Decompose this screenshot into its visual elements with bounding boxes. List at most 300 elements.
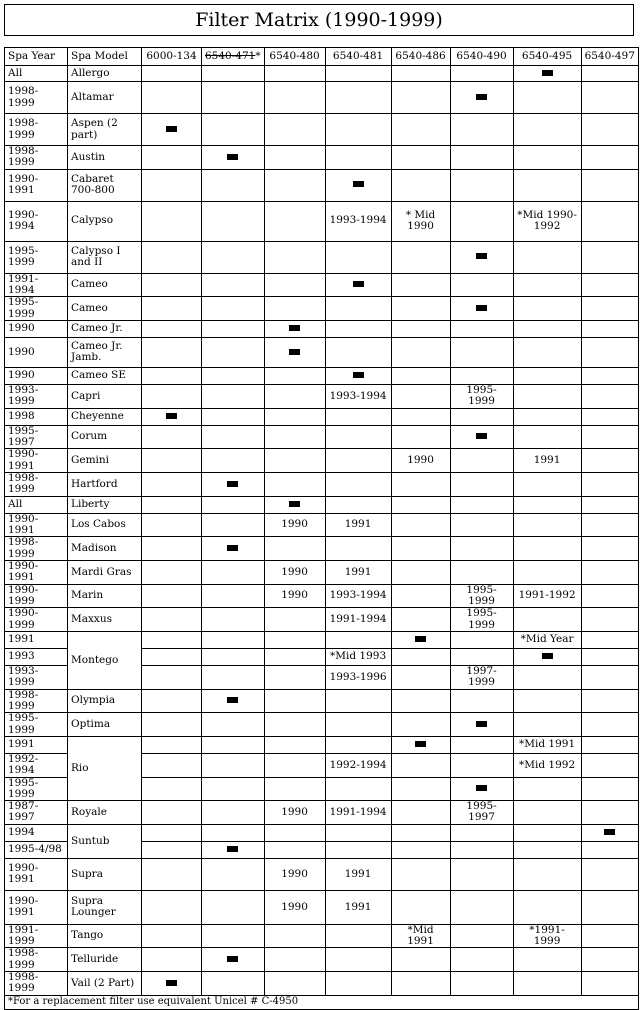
filter-value-cell: 1990 bbox=[264, 584, 325, 608]
empty-cell bbox=[264, 753, 325, 777]
spa-year-cell: 1998-1999 bbox=[5, 972, 68, 996]
empty-cell bbox=[264, 425, 325, 449]
spa-year-cell: 1990-1999 bbox=[5, 608, 68, 632]
empty-cell bbox=[391, 841, 450, 858]
filter-value-cell: * Mid 1990 bbox=[391, 201, 450, 241]
empty-cell bbox=[142, 890, 202, 924]
empty-cell bbox=[391, 367, 450, 384]
filter-value-cell: *Mid 1990-1992 bbox=[513, 201, 581, 241]
empty-cell bbox=[264, 241, 325, 273]
filter-value-cell: 1993-1994 bbox=[325, 201, 391, 241]
empty-cell bbox=[513, 713, 581, 737]
spa-model-cell: Cheyenne bbox=[68, 408, 142, 425]
table-row bbox=[5, 631, 639, 648]
empty-cell bbox=[142, 584, 202, 608]
empty-cell bbox=[142, 713, 202, 737]
filter-mark-cell bbox=[264, 320, 325, 337]
table-row bbox=[5, 736, 639, 753]
empty-cell bbox=[142, 337, 202, 367]
filter-mark-icon bbox=[353, 372, 364, 378]
spa-year-cell: 1990-1991 bbox=[5, 169, 68, 201]
table-row bbox=[5, 425, 639, 449]
filter-value-cell: 1990 bbox=[264, 890, 325, 924]
empty-cell bbox=[325, 496, 391, 513]
empty-cell bbox=[142, 841, 202, 858]
empty-cell bbox=[202, 241, 265, 273]
empty-cell bbox=[391, 273, 450, 297]
table-row bbox=[5, 114, 639, 146]
empty-cell bbox=[450, 689, 513, 713]
filter-mark-cell bbox=[450, 297, 513, 321]
empty-cell bbox=[513, 496, 581, 513]
spa-year-cell: 1998-1999 bbox=[5, 82, 68, 114]
empty-cell bbox=[202, 273, 265, 297]
empty-cell bbox=[450, 560, 513, 584]
spa-year-cell: 1991-1994 bbox=[5, 273, 68, 297]
empty-cell bbox=[513, 337, 581, 367]
filter-mark-icon bbox=[476, 433, 487, 439]
empty-cell bbox=[581, 631, 638, 648]
empty-cell bbox=[581, 753, 638, 777]
empty-cell bbox=[450, 169, 513, 201]
spa-year-cell: 1987-1997 bbox=[5, 801, 68, 825]
empty-cell bbox=[264, 472, 325, 496]
empty-cell bbox=[325, 297, 391, 321]
empty-cell bbox=[513, 948, 581, 972]
empty-cell bbox=[391, 713, 450, 737]
empty-cell bbox=[202, 972, 265, 996]
empty-cell bbox=[513, 146, 581, 170]
spa-year-cell: 1998-1999 bbox=[5, 537, 68, 561]
filter-mark-cell bbox=[450, 425, 513, 449]
table-row bbox=[5, 337, 639, 367]
empty-cell bbox=[142, 241, 202, 273]
spa-year-cell: 1993 bbox=[5, 648, 68, 665]
empty-cell bbox=[142, 82, 202, 114]
empty-cell bbox=[391, 146, 450, 170]
filter-value-cell: 1993-1994 bbox=[325, 384, 391, 408]
spa-model-cell: Cameo bbox=[68, 297, 142, 321]
empty-cell bbox=[513, 297, 581, 321]
table-row bbox=[5, 689, 639, 713]
spa-model-cell: Maxxus bbox=[68, 608, 142, 632]
table-row bbox=[5, 608, 639, 632]
page-title: Filter Matrix (1990-1999) bbox=[4, 4, 634, 36]
empty-cell bbox=[142, 367, 202, 384]
empty-cell bbox=[581, 560, 638, 584]
table-row bbox=[5, 273, 639, 297]
filter-mark-cell bbox=[202, 689, 265, 713]
empty-cell bbox=[391, 890, 450, 924]
footnote-row bbox=[5, 995, 639, 1009]
empty-cell bbox=[142, 513, 202, 537]
spa-year-cell: 1991 bbox=[5, 631, 68, 648]
filter-value-cell: 1991 bbox=[325, 513, 391, 537]
empty-cell bbox=[325, 631, 391, 648]
empty-cell bbox=[513, 972, 581, 996]
table-row bbox=[5, 496, 639, 513]
empty-cell bbox=[142, 608, 202, 632]
empty-cell bbox=[391, 584, 450, 608]
filter-mark-icon bbox=[476, 305, 487, 311]
empty-cell bbox=[391, 537, 450, 561]
spa-model-cell: Hartford bbox=[68, 472, 142, 496]
filter-mark-cell bbox=[202, 841, 265, 858]
filter-value-cell: 1991-1994 bbox=[325, 608, 391, 632]
empty-cell bbox=[325, 241, 391, 273]
table-row bbox=[5, 924, 639, 948]
empty-cell bbox=[264, 273, 325, 297]
empty-cell bbox=[581, 82, 638, 114]
empty-cell bbox=[513, 114, 581, 146]
table-row bbox=[5, 384, 639, 408]
empty-cell bbox=[581, 320, 638, 337]
empty-cell bbox=[202, 713, 265, 737]
table-row bbox=[5, 146, 639, 170]
filter-value-cell: 1993-1994 bbox=[325, 584, 391, 608]
empty-cell bbox=[325, 337, 391, 367]
empty-cell bbox=[581, 689, 638, 713]
empty-cell bbox=[202, 513, 265, 537]
filter-value-cell: *Mid 1991 bbox=[391, 924, 450, 948]
empty-cell bbox=[581, 425, 638, 449]
spa-year-cell: 1990-1991 bbox=[5, 890, 68, 924]
spa-year-cell: 1990-1991 bbox=[5, 858, 68, 890]
spa-year-cell: 1998-1999 bbox=[5, 472, 68, 496]
empty-cell bbox=[581, 66, 638, 82]
empty-cell bbox=[391, 858, 450, 890]
spa-model-cell: Optima bbox=[68, 713, 142, 737]
table-row bbox=[5, 169, 639, 201]
empty-cell bbox=[450, 841, 513, 858]
empty-cell bbox=[391, 66, 450, 82]
empty-cell bbox=[391, 801, 450, 825]
table-row bbox=[5, 948, 639, 972]
empty-cell bbox=[391, 472, 450, 496]
empty-cell bbox=[325, 948, 391, 972]
header-row bbox=[5, 48, 639, 66]
empty-cell bbox=[202, 801, 265, 825]
empty-cell bbox=[450, 320, 513, 337]
empty-cell bbox=[450, 496, 513, 513]
table-row bbox=[5, 66, 639, 82]
header-spa-year: Spa Year bbox=[5, 48, 68, 66]
empty-cell bbox=[142, 858, 202, 890]
spa-model-cell: Mardi Gras bbox=[68, 560, 142, 584]
spa-model-cell: Royale bbox=[68, 801, 142, 825]
filter-value-cell: 1997-1999 bbox=[450, 665, 513, 689]
empty-cell bbox=[202, 736, 265, 753]
empty-cell bbox=[581, 114, 638, 146]
spa-year-cell: 1998-1999 bbox=[5, 948, 68, 972]
spa-model-cell: Vail (2 Part) bbox=[68, 972, 142, 996]
empty-cell bbox=[513, 824, 581, 841]
empty-cell bbox=[142, 736, 202, 753]
empty-cell bbox=[202, 753, 265, 777]
empty-cell bbox=[391, 777, 450, 801]
filter-value-cell: 1991 bbox=[325, 858, 391, 890]
empty-cell bbox=[264, 408, 325, 425]
empty-cell bbox=[391, 608, 450, 632]
empty-cell bbox=[513, 801, 581, 825]
spa-model-cell: Austin bbox=[68, 146, 142, 170]
filter-value-cell: 1990 bbox=[391, 449, 450, 473]
filter-value-cell: *Mid 1993 bbox=[325, 648, 391, 665]
empty-cell bbox=[450, 753, 513, 777]
empty-cell bbox=[142, 472, 202, 496]
table-row bbox=[5, 890, 639, 924]
empty-cell bbox=[581, 297, 638, 321]
empty-cell bbox=[450, 824, 513, 841]
filter-mark-icon bbox=[542, 653, 553, 659]
empty-cell bbox=[325, 972, 391, 996]
empty-cell bbox=[264, 972, 325, 996]
empty-cell bbox=[581, 777, 638, 801]
empty-cell bbox=[513, 408, 581, 425]
spa-model-cell: Cameo Jr. Jamb. bbox=[68, 337, 142, 367]
empty-cell bbox=[202, 320, 265, 337]
filter-value-cell: *Mid 1992 bbox=[513, 753, 581, 777]
empty-cell bbox=[264, 169, 325, 201]
filter-value-cell: *1991-1999 bbox=[513, 924, 581, 948]
empty-cell bbox=[142, 948, 202, 972]
empty-cell bbox=[142, 689, 202, 713]
spa-year-cell: All bbox=[5, 66, 68, 82]
empty-cell bbox=[325, 689, 391, 713]
table-row bbox=[5, 472, 639, 496]
spa-year-cell: 1993-1999 bbox=[5, 665, 68, 689]
spa-model-cell: Los Cabos bbox=[68, 513, 142, 537]
empty-cell bbox=[581, 648, 638, 665]
empty-cell bbox=[325, 449, 391, 473]
filter-mark-icon bbox=[227, 697, 238, 703]
empty-cell bbox=[142, 665, 202, 689]
empty-cell bbox=[581, 858, 638, 890]
empty-cell bbox=[581, 201, 638, 241]
empty-cell bbox=[142, 273, 202, 297]
empty-cell bbox=[391, 337, 450, 367]
spa-model-cell: Cabaret 700-800 bbox=[68, 169, 142, 201]
empty-cell bbox=[581, 384, 638, 408]
empty-cell bbox=[142, 449, 202, 473]
filter-mark-icon bbox=[415, 636, 426, 642]
table-row bbox=[5, 82, 639, 114]
filter-mark-icon bbox=[476, 94, 487, 100]
empty-cell bbox=[581, 472, 638, 496]
filter-mark-cell bbox=[202, 537, 265, 561]
table-row bbox=[5, 560, 639, 584]
empty-cell bbox=[581, 608, 638, 632]
empty-cell bbox=[513, 425, 581, 449]
spa-model-cell: Olympia bbox=[68, 689, 142, 713]
empty-cell bbox=[142, 320, 202, 337]
empty-cell bbox=[391, 513, 450, 537]
filter-mark-cell bbox=[581, 824, 638, 841]
filter-value-cell: 1995-1999 bbox=[450, 584, 513, 608]
spa-year-cell: 1990-1991 bbox=[5, 560, 68, 584]
empty-cell bbox=[202, 367, 265, 384]
empty-cell bbox=[325, 114, 391, 146]
empty-cell bbox=[264, 689, 325, 713]
empty-cell bbox=[202, 608, 265, 632]
filter-value-cell: *Mid Year bbox=[513, 631, 581, 648]
empty-cell bbox=[513, 241, 581, 273]
empty-cell bbox=[325, 713, 391, 737]
empty-cell bbox=[391, 384, 450, 408]
filter-mark-icon bbox=[604, 829, 615, 835]
empty-cell bbox=[513, 858, 581, 890]
empty-cell bbox=[202, 169, 265, 201]
empty-cell bbox=[325, 425, 391, 449]
empty-cell bbox=[450, 114, 513, 146]
empty-cell bbox=[264, 713, 325, 737]
empty-cell bbox=[391, 753, 450, 777]
filter-mark-cell bbox=[325, 169, 391, 201]
empty-cell bbox=[581, 924, 638, 948]
filter-mark-cell bbox=[325, 273, 391, 297]
filter-mark-icon bbox=[476, 253, 487, 259]
empty-cell bbox=[325, 408, 391, 425]
spa-year-cell: 1998-1999 bbox=[5, 114, 68, 146]
table-row bbox=[5, 408, 639, 425]
empty-cell bbox=[513, 273, 581, 297]
filter-mark-icon bbox=[166, 413, 177, 419]
filter-mark-icon bbox=[289, 501, 300, 507]
empty-cell bbox=[450, 408, 513, 425]
filter-mark-cell bbox=[513, 648, 581, 665]
empty-cell bbox=[391, 560, 450, 584]
spa-model-cell: Marin bbox=[68, 584, 142, 608]
filter-matrix-table bbox=[4, 47, 639, 1010]
spa-model-cell: Calypso I and II bbox=[68, 241, 142, 273]
spa-year-cell: 1990 bbox=[5, 337, 68, 367]
empty-cell bbox=[142, 753, 202, 777]
empty-cell bbox=[202, 560, 265, 584]
spa-year-cell: 1994 bbox=[5, 824, 68, 841]
filter-mark-icon bbox=[289, 325, 300, 331]
empty-cell bbox=[450, 367, 513, 384]
spa-model-cell: Montego bbox=[68, 631, 142, 689]
spa-year-cell: 1995-1999 bbox=[5, 777, 68, 801]
empty-cell bbox=[264, 631, 325, 648]
empty-cell bbox=[142, 496, 202, 513]
empty-cell bbox=[581, 736, 638, 753]
empty-cell bbox=[264, 948, 325, 972]
header-6540-497: 6540-497 bbox=[581, 48, 638, 66]
empty-cell bbox=[264, 537, 325, 561]
empty-cell bbox=[325, 537, 391, 561]
empty-cell bbox=[325, 82, 391, 114]
filter-mark-cell bbox=[264, 337, 325, 367]
empty-cell bbox=[202, 496, 265, 513]
spa-year-cell: 1995-1999 bbox=[5, 297, 68, 321]
empty-cell bbox=[581, 713, 638, 737]
spa-year-cell: 1990-1994 bbox=[5, 201, 68, 241]
empty-cell bbox=[202, 631, 265, 648]
empty-cell bbox=[391, 320, 450, 337]
empty-cell bbox=[391, 82, 450, 114]
filter-mark-cell bbox=[513, 66, 581, 82]
empty-cell bbox=[264, 82, 325, 114]
empty-cell bbox=[581, 948, 638, 972]
empty-cell bbox=[264, 736, 325, 753]
header-6000-134: 6000-134 bbox=[142, 48, 202, 66]
filter-mark-cell bbox=[202, 472, 265, 496]
empty-cell bbox=[581, 337, 638, 367]
empty-cell bbox=[142, 824, 202, 841]
empty-cell bbox=[325, 924, 391, 948]
empty-cell bbox=[391, 169, 450, 201]
spa-year-cell: All bbox=[5, 496, 68, 513]
empty-cell bbox=[581, 972, 638, 996]
empty-cell bbox=[202, 82, 265, 114]
filter-mark-icon bbox=[166, 126, 177, 132]
table-row bbox=[5, 367, 639, 384]
table-row bbox=[5, 824, 639, 841]
empty-cell bbox=[202, 384, 265, 408]
empty-cell bbox=[264, 114, 325, 146]
filter-mark-icon bbox=[166, 980, 177, 986]
spa-model-cell: Rio bbox=[68, 736, 142, 800]
empty-cell bbox=[325, 146, 391, 170]
empty-cell bbox=[450, 273, 513, 297]
empty-cell bbox=[202, 114, 265, 146]
spa-model-cell: Supra bbox=[68, 858, 142, 890]
filter-mark-cell bbox=[450, 82, 513, 114]
empty-cell bbox=[513, 82, 581, 114]
empty-cell bbox=[264, 367, 325, 384]
empty-cell bbox=[202, 449, 265, 473]
filter-mark-cell bbox=[391, 736, 450, 753]
empty-cell bbox=[513, 537, 581, 561]
spa-model-cell: Calypso bbox=[68, 201, 142, 241]
empty-cell bbox=[581, 841, 638, 858]
table-row bbox=[5, 858, 639, 890]
empty-cell bbox=[202, 665, 265, 689]
spa-model-cell: Aspen (2 part) bbox=[68, 114, 142, 146]
table-row bbox=[5, 201, 639, 241]
spa-year-cell: 1992-1994 bbox=[5, 753, 68, 777]
empty-cell bbox=[202, 824, 265, 841]
filter-value-cell: 1991-1992 bbox=[513, 584, 581, 608]
filter-value-cell: 1991 bbox=[513, 449, 581, 473]
spa-year-cell: 1990 bbox=[5, 367, 68, 384]
empty-cell bbox=[264, 665, 325, 689]
empty-cell bbox=[202, 777, 265, 801]
empty-cell bbox=[391, 496, 450, 513]
header-6540-471-cell bbox=[202, 48, 265, 66]
empty-cell bbox=[581, 146, 638, 170]
empty-cell bbox=[142, 384, 202, 408]
empty-cell bbox=[513, 384, 581, 408]
header-6540-471: 6540-471 bbox=[205, 49, 256, 62]
filter-mark-icon bbox=[227, 846, 238, 852]
table-row bbox=[5, 972, 639, 996]
table-row bbox=[5, 584, 639, 608]
filter-mark-icon bbox=[353, 281, 364, 287]
empty-cell bbox=[581, 449, 638, 473]
header-6540-480: 6540-480 bbox=[264, 48, 325, 66]
empty-cell bbox=[450, 972, 513, 996]
spa-model-cell: Cameo SE bbox=[68, 367, 142, 384]
header-6540-490: 6540-490 bbox=[450, 48, 513, 66]
filter-mark-icon bbox=[227, 154, 238, 160]
table-row bbox=[5, 801, 639, 825]
empty-cell bbox=[264, 449, 325, 473]
empty-cell bbox=[450, 472, 513, 496]
spa-year-cell: 1990-1991 bbox=[5, 449, 68, 473]
empty-cell bbox=[202, 66, 265, 82]
